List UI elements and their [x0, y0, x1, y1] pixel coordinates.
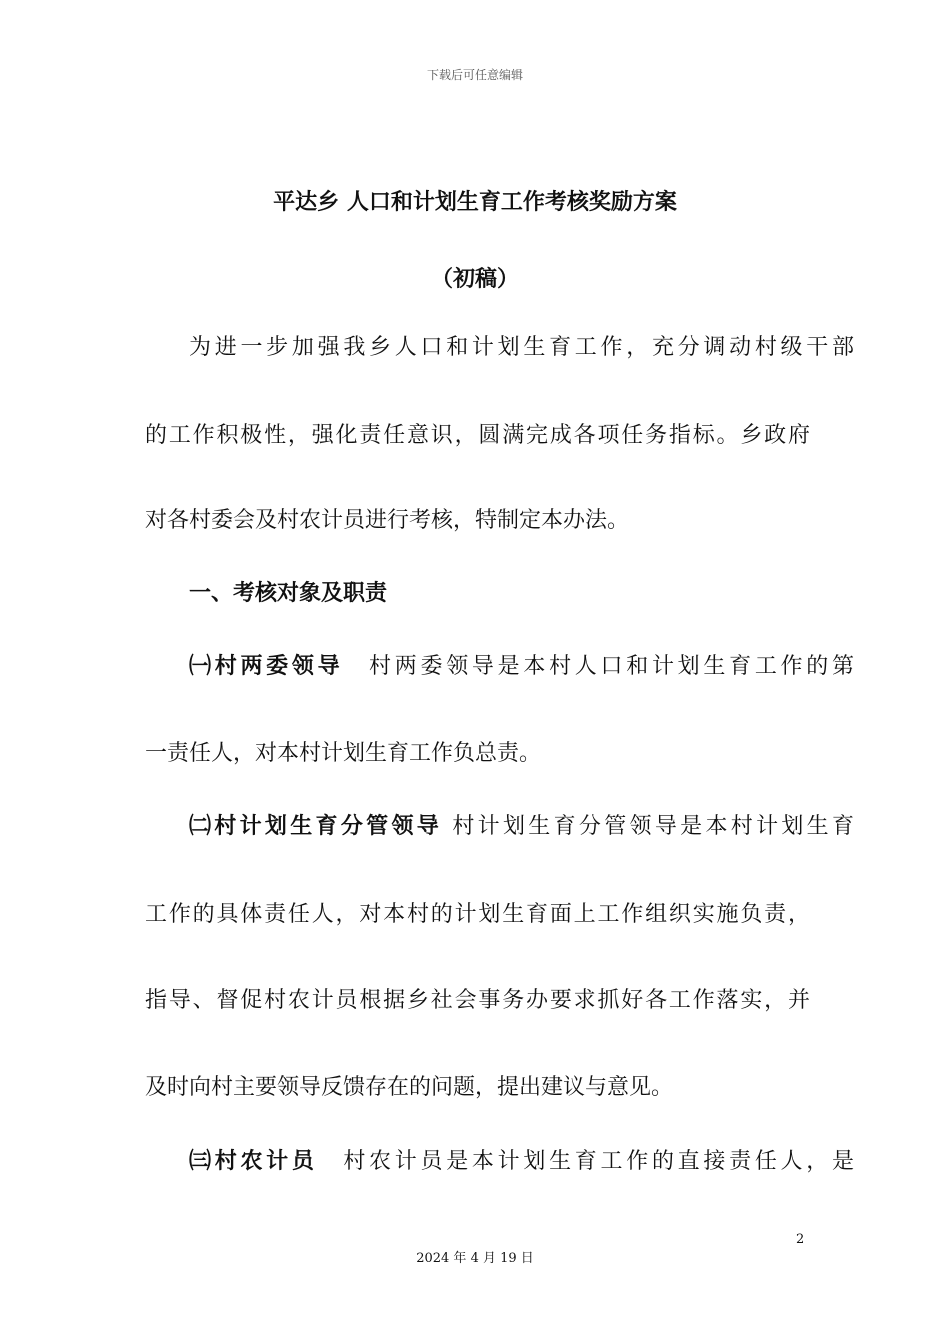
item-1-line-1 [145, 652, 854, 682]
paragraph-intro-line-2: 的工作积极性，强化责任意识，圆满完成各项任务指标。乡政府 [145, 423, 810, 448]
item-2-line-3: 指导、督促村农计员根据乡社会事务办要求抓好各工作落实，并 [145, 988, 810, 1013]
item-2-text: 村计划生育分管领导是本村计划生育 [442, 814, 854, 839]
page-number: 2 [796, 1232, 805, 1247]
item-3-text: 村农计员是本计划生育工作的直接责任人，是 [317, 1149, 854, 1174]
paragraph-intro-line-1: 为进一步加强我乡人口和计划生育工作，充分调动村级干部 [189, 335, 854, 360]
item-2-heading: ㈡村计划生育分管领导 [189, 814, 443, 839]
item-1-text: 村两委领导是本村人口和计划生育工作的第 [343, 654, 854, 679]
paragraph-intro-line-3: 对各村委会及村农计员进行考核，特制定本办法。 [145, 508, 630, 533]
item-2-line-1 [145, 812, 854, 842]
item-2-line-2: 工作的具体责任人，对本村的计划生育面上工作组织实施负责， [145, 902, 810, 927]
section-heading-1: 一、考核对象及职责 [189, 581, 388, 606]
item-3-heading: ㈢村农计员 [189, 1149, 318, 1174]
item-2-line-4: 及时向村主要领导反馈存在的问题，提出建议与意见。 [145, 1075, 674, 1100]
document-title: 平达乡 人口和计划生育工作考核奖励方案 [273, 190, 677, 215]
item-1-line-2: 一责任人，对本村计划生育工作负总责。 [145, 741, 542, 766]
item-1-heading: ㈠村两委领导 [189, 654, 344, 679]
page-header: 下载后可任意编辑 [426, 68, 523, 82]
footer-date: 2024 年 4 月 19 日 [416, 1251, 534, 1266]
document-subtitle: （初稿） [430, 267, 519, 292]
item-3-line-1 [145, 1147, 854, 1177]
